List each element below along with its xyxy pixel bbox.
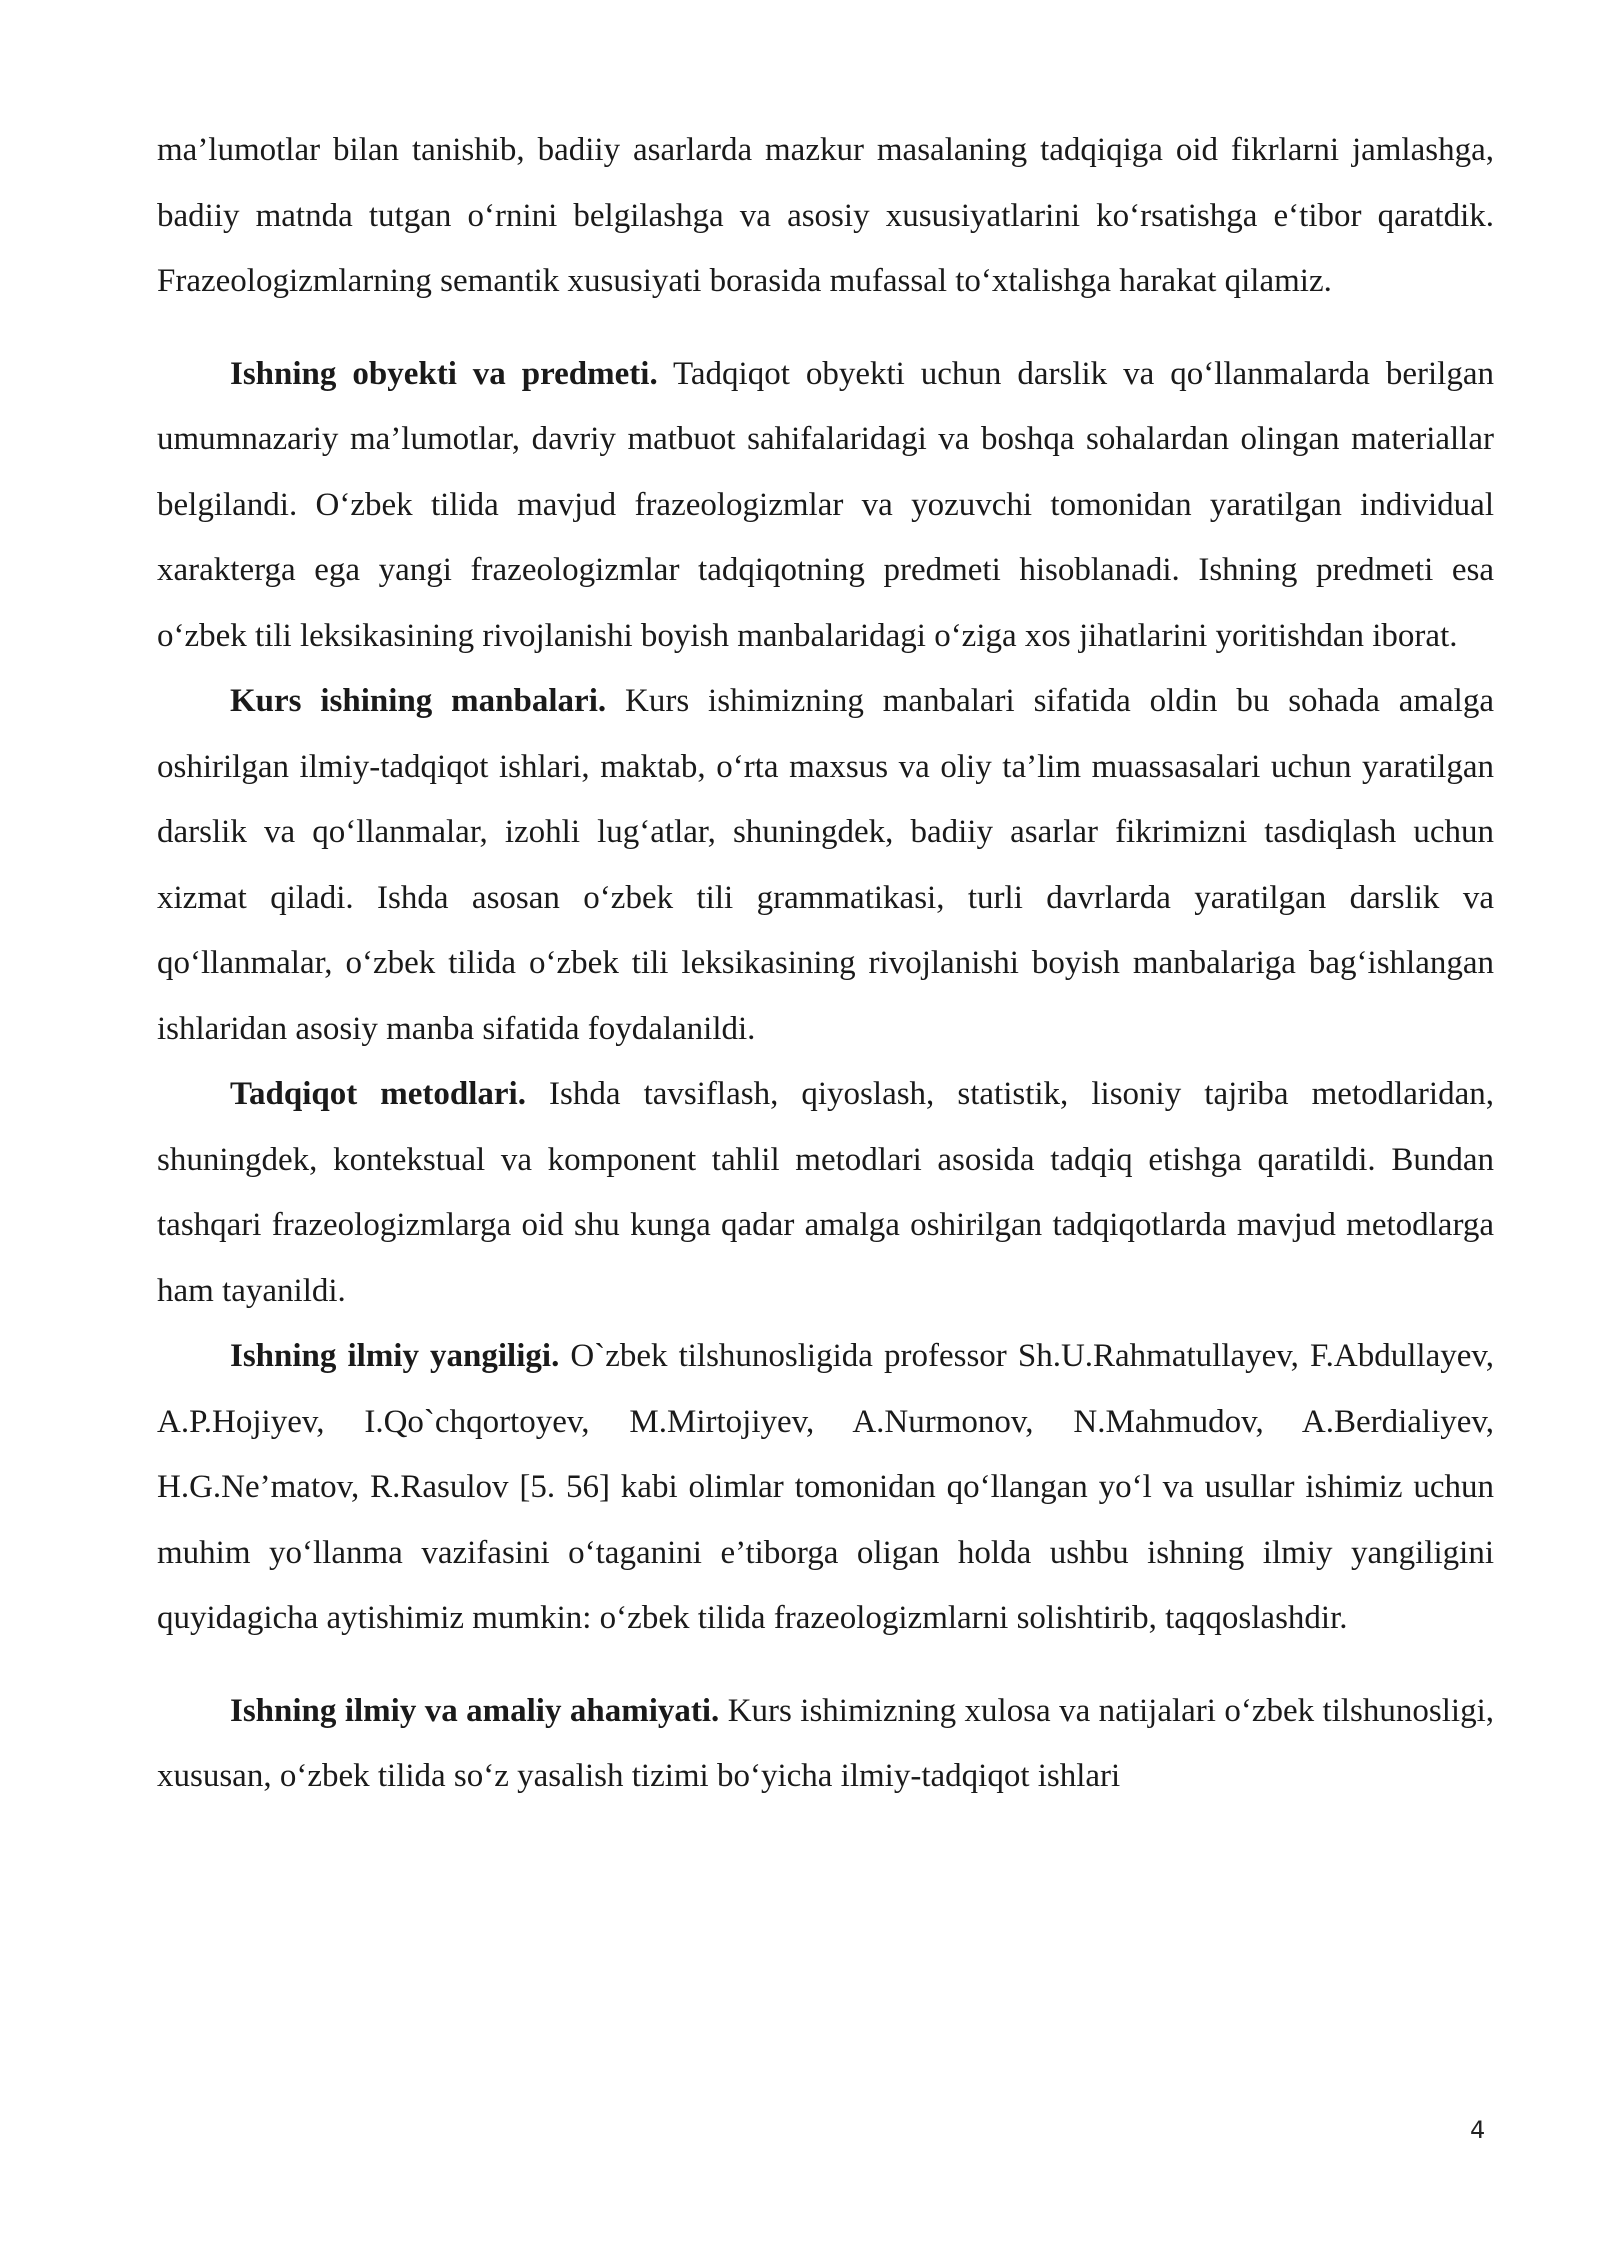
section-heading-significance: Ishning ilmiy va amaliy ahamiyati.	[230, 1692, 720, 1729]
section-heading-methods: Tadqiqot metodlari.	[230, 1076, 526, 1112]
paragraph-methods	[157, 1062, 1494, 1324]
paragraph-text: ma’lumotlar bilan tanishib, badiiy asarlarda mazkur masalaning tadqiqiga oid fikrlarni jamlashga, badiiy matnda tutgan o‘rnini belgilashga va asosiy xususiyatlarini ko‘rsatishga e‘tibor qaratdik. Frazeologizmlarning semantik xususiyati borasida mufassal to‘xtalishga harakat qilamiz.	[157, 132, 1494, 299]
paragraph-sources	[157, 669, 1494, 1062]
paragraph-novelty	[157, 1324, 1494, 1652]
paragraph-text: O`zbek tilshunosligida professor Sh.U.Rahmatullayev, F.Abdullayev, A.P.Hojiyev, I.Qo`chqortoyev, M.Mirtojiyev, A.Nurmonov, N.Mahmudov, A.Berdialiyev, H.G.Ne’matov, R.Rasulov [5. 56] kabi olimlar tomonidan qo‘llangan yo‘l va usullar ishimiz uchun muhim yo‘llanma vazifasini o‘taganini e’tiborga oligan holda ushbu ishning ilmiy yangiligini quyidagicha aytishimiz mumkin: o‘zbek tilida frazeologizmlarni solishtirib, taqqoslashdir.	[157, 1338, 1495, 1636]
section-heading-novelty: Ishning ilmiy yangiligi.	[230, 1338, 560, 1374]
paragraph-intro-continued	[157, 118, 1494, 315]
paragraph-text: Kurs ishimizning xulosa va natijalari o‘zbek tilshunosligi, xususan, o‘zbek tilida so‘z yasalish tizimi bo‘yicha ilmiy-tadqiqot ishlari	[157, 1692, 1494, 1794]
paragraph-text: Kurs ishimizning manbalari sifatida oldin bu sohada amalga oshirilgan ilmiy-tadqiqot ishlari, maktab, o‘rta maxsus va oliy ta’lim muassasalari uchun yaratilgan darslik va qo‘llanmalar, izohli lug‘atlar, shuningdek, badiiy asarlar fikrimizni tasdiqlash uchun xizmat qiladi. Ishda asosan o‘zbek tili grammatikasi, turli davrlarda yaratilgan darslik va qo‘llanmalar, o‘zbek tilida o‘zbek tili leksikasining rivojlanishi boyish manbalariga bag‘ishlangan ishlaridan asosiy manba sifatida foydalanildi.	[157, 683, 1494, 1047]
paragraph-text: Tadqiqot obyekti uchun darslik va qo‘llanmalarda berilgan umumnazariy ma’lumotlar, davriy matbuot sahifalaridagi va boshqa sohalardan olingan materiallar belgilandi. O‘zbek tilida mavjud frazeologizmlar va yozuvchi tomonidan yaratilgan individual xarakterga ega yangi frazeologizmlar tadqiqotning predmeti hisoblanadi. Ishning predmeti esa o‘zbek tili leksikasining rivojlanishi boyish manbalaridagi o‘ziga xos jihatlarini yoritishdan iborat.	[157, 355, 1494, 654]
section-heading-object-subject: Ishning obyekti va predmeti.	[230, 355, 658, 392]
section-heading-sources: Kurs ishining manbalari.	[230, 683, 607, 719]
paragraph-significance	[157, 1679, 1494, 1810]
paragraph-text: Ishda tavsiflash, qiyoslash, statistik, lisoniy tajriba metodlaridan, shuningdek, kontekstual va komponent tahlil metodlari asosida tadqiq etishga qaratildi. Bundan tashqari frazeologizmlarga oid shu kunga qadar amalga oshirilgan tadqiqotlarda mavjud metodlarga ham tayanildi.	[157, 1076, 1494, 1309]
page-number: 4	[1470, 2116, 1486, 2144]
paragraph-object-subject	[157, 342, 1494, 670]
document-page	[157, 118, 1494, 1810]
